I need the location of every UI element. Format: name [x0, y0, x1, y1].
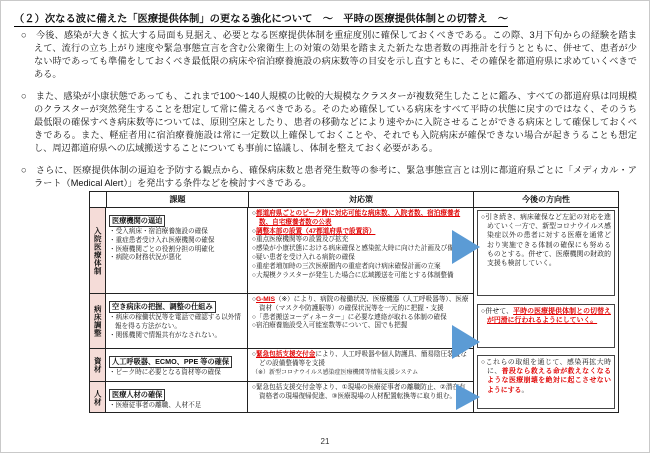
issue-item: ・病院の財務状況が悪化	[109, 254, 182, 262]
direction-box-3	[477, 355, 615, 409]
text-segment: ○疑い患者を受け入れる病院の確保	[252, 253, 355, 261]
issue-title: 人工呼吸器、ECMO、PPE 等の確保	[109, 356, 232, 368]
text-segment: ○	[252, 210, 256, 217]
text-segment: ○「患者搬送コーディネーター」に必要な連絡が取れる体制の確保	[252, 313, 447, 321]
text-segment: ○重点医療機関等の設置及び拡充	[252, 236, 349, 244]
issue-cell	[106, 349, 248, 381]
measure-item	[252, 236, 469, 245]
measure-item	[252, 210, 469, 228]
text-segment: G-MIS	[255, 296, 276, 303]
row-category-label: 病床調整	[93, 305, 103, 337]
issue-cell	[106, 382, 248, 413]
table-row-personnel	[90, 381, 473, 413]
table-header-row	[90, 192, 618, 208]
issue-item: ・医療機関ごとの役割分担の明確化	[109, 245, 215, 253]
measure-item	[252, 272, 469, 281]
text-segment: 調整本部の設置（47都道府県で設置済）	[255, 227, 376, 235]
summary-bullets	[16, 29, 637, 199]
measure-item	[252, 245, 469, 254]
issue-item-list	[109, 228, 244, 263]
table-body	[90, 208, 618, 413]
text-segment: 。	[521, 386, 529, 394]
measures-cell	[248, 208, 473, 293]
row-category-cell	[90, 382, 106, 413]
right-arrow-icon	[452, 325, 480, 359]
row-category-label: 人材	[93, 389, 103, 406]
text-segment: ○	[252, 296, 256, 303]
text-segment: 緊急包括支援交付金	[255, 351, 316, 358]
row-category-cell	[90, 294, 106, 348]
issue-item: ・医療従事者の離職、人材不足	[109, 402, 202, 409]
text-segment: 平時の医療提供体制との切替えが円滑に行われるようにしていく。	[487, 308, 611, 325]
table-rows	[90, 208, 473, 413]
issue-title: 空き病床の把握、調整の仕組み	[109, 301, 216, 313]
row-category-label: 資材	[93, 357, 103, 373]
issue-item: ・重症患者受け入れ医療機関の確保	[109, 236, 215, 244]
text-segment: 普段なら救える命が救えなくなるような医療崩壊を絶対に起こさせないようにする	[487, 368, 612, 394]
text-segment: により、人工呼吸器や個人防護具、簡易陰圧装置などの設備整備等を支援	[259, 351, 467, 367]
measure-item	[252, 296, 469, 314]
text-segment: ○感染が小康状態における病床確保と感染拡大時に向けた計画及び備え	[252, 245, 461, 253]
text-segment: ○大規模クラスターが発生した場合に広域搬送を可能とする体制整備	[252, 271, 454, 279]
issue-item: ・ピーク時に必要となる資材等の確保	[109, 369, 221, 376]
policy-table	[89, 191, 619, 413]
right-arrow-icon	[456, 384, 480, 410]
measures-cell	[248, 382, 473, 413]
row-category-label: 入院医療体制	[93, 226, 103, 275]
text-segment: ○引き続き、病床確保など左記の対応を進めていく一方で、新型コロナウイルス感染症以外の患者に対する医療を通常どおり実施できる体制の確保にも努めるものとする。併せて、医療機関の財政的支援も検討していく。	[481, 214, 611, 268]
bullet-paragraph-3: ○ さらに、医療提供体制の逼迫を予防する観点から、確保病床数と患者発生数等の参考に、緊急事態宣言とは別に都道府県ごとに「メディカル・アラート（Medical Alert）」を発出する条件などを検討すべきである。	[21, 165, 637, 188]
table-row-hospital-system	[90, 208, 473, 293]
issue-item-list	[109, 402, 244, 411]
table-row-bed-coordination	[90, 293, 473, 348]
right-arrow-icon	[452, 230, 480, 264]
measure-item	[252, 254, 469, 263]
measure-item	[252, 369, 469, 378]
text-segment: ○重症者増加時の三次医療圏内の重症者向け病床確保計画の立案	[252, 262, 441, 270]
text-segment: ○	[252, 351, 256, 358]
bullet-paragraph-1: ○ 今後、感染が大きく拡大する局面も見据え、必要となる医療提供体制を重症度別に確保しておくべきである。この際、3月下旬からの経験を踏まえて、流行の立ち上がり速度や緊急事態宣言を含む公衆衛生上の対策の効果を踏まえた新たな患者数の再推計を行うとともに、併せて、患者が少ない時であっても準備をしておくべき最低限の病床や宿泊療養施設の病床数等の目安を示し直すともに、その確保を都道府県に求めていくべきである。	[21, 30, 637, 79]
measure-item	[252, 322, 469, 331]
column-header-category	[90, 192, 106, 207]
text-segment: ○併せて、	[481, 308, 514, 315]
table-row-equipment	[90, 348, 473, 381]
measures-cell	[248, 349, 473, 381]
direction-column	[473, 208, 618, 413]
issue-cell	[106, 294, 248, 348]
page-title: （２）次なる波に備えた「医療提供体制」の更なる強化について ～ 平時の医療提供体制との切替え ～	[14, 10, 508, 27]
column-header-direction: 今後の方向性	[473, 192, 618, 207]
column-header-measures: 対応策	[248, 192, 473, 207]
text-segment: ○緊急包括支援交付金等より、①現場の医療従事者の離職防止、②潜在有資格者の現場復帰促進、③医療現場の人材配置転換等に取り組む。	[252, 384, 466, 400]
text-segment: 都道府県ごとのピーク時に対応可能な病床数、入院者数、宿泊療養者数、自宅療養者数の公表	[255, 210, 461, 226]
issue-cell	[106, 208, 248, 293]
issue-item: ・受入病床・宿泊療養施設の確保	[109, 228, 208, 235]
issue-item: ・関係機関で情報共有がなされない。	[109, 331, 222, 339]
issue-item-list	[109, 369, 244, 378]
text-segment: ○	[252, 227, 256, 235]
text-segment: ○宿泊療養施設受入可能室数等について、国でも把握	[252, 322, 408, 330]
direction-box-2	[477, 304, 615, 348]
row-category-cell	[90, 208, 106, 293]
page-number: 21	[320, 437, 330, 446]
bullet-paragraph-2: ○ また、感染が小康状態であっても、これまで100～140人規模の比較的大規模なクラスターが複数発生したことに鑑み、すべての都道府県は同規模のクラスターが突然発生することを想定して常に備えるべきである。そのため確保している病床をすべて平時の状態に戻すのではなく、そのうち最低限の確保すべき病床数等については、原則空床としたり、患者の移動などにより速やかに入院させることができる病床として確保しておくべきである。また、軽症者用に宿泊療養施設は常に一定数以上確保しておくことや、それでも入院病床が確保できない場合が起きうることも想定し、周辺都道府県への広域搬送することについても事前に協議し、体制を整えておく必要がある。	[21, 91, 637, 153]
direction-box-1	[477, 210, 615, 296]
issue-title: 医療機関の逼迫	[109, 215, 165, 227]
text-segment: （※）新型コロナウイルス感染症医療機関等情報支援システム	[252, 369, 419, 376]
issue-title: 医療人材の確保	[109, 389, 165, 401]
row-category-cell	[90, 349, 106, 381]
text-segment: ○これらの取組を通じて、感染再拡大時に、	[481, 359, 611, 376]
issue-item: ・病床の稼働状況等を電話で確認する以外情報を得る方法がない。	[109, 314, 241, 330]
measure-item	[252, 263, 469, 272]
issue-item-list	[109, 314, 244, 340]
text-segment: （※）により、病院の稼働状況、医療機器（人工呼吸器等）、医療資材（マスクや防護服等）の確保状況等を一元的に把握・支援	[259, 296, 469, 312]
column-header-issue: 課題	[106, 192, 248, 207]
measure-item	[252, 351, 469, 369]
measure-item	[252, 384, 469, 402]
measures-cell	[248, 294, 473, 348]
